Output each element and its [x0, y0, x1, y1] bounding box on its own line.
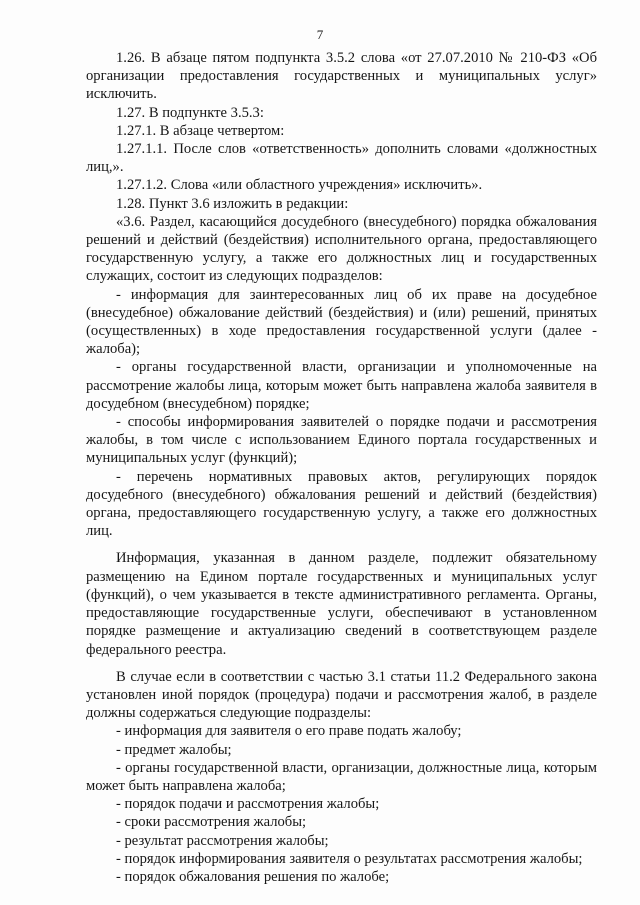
list-item: - сроки рассмотрения жалобы; [116, 814, 307, 831]
list-item: - порядок подачи и рассмотрения жалобы; [116, 796, 380, 813]
paragraph-1-27: 1.27. В подпункте 3.5.3: [116, 104, 264, 121]
list-item: - органы государственной власти, организации, должностные лица, которым может быть направлена жалоба; [86, 759, 597, 794]
paragraph-other-procedure: В случае если в соответствии с частью 3.1 статьи 11.2 Федерального закона установлен иной порядок (процедура) подачи и рассмотрения жалоб, в разделе должны содержаться следующие подразделы: [86, 668, 597, 722]
list-item: - результат рассмотрения жалобы; [116, 832, 329, 849]
document-body [86, 49, 597, 886]
page-number: 7 [316, 27, 324, 42]
paragraph-information: Информация, указанная в данном разделе, подлежит обязательному размещению на Едином портале государственных и муниципальных услуг (функций), о чем указывается в тексте административного регламента. Органы, предоставляющие государственные услуги, обеспечивают в установленном порядке размещение и актуализацию сведений в соответствующем разделе федерального реестра. [86, 550, 597, 658]
list-item: - предмет жалобы; [116, 741, 232, 758]
paragraph-1-27-1: 1.27.1. В абзаце четвертом: [116, 122, 285, 139]
paragraph-1-28: 1.28. Пункт 3.6 изложить в редакции: [116, 195, 349, 212]
list-item: - органы государственной власти, организации и уполномоченные на рассмотрение жалобы лица, которым может быть направлена жалоба заявителя в досудебном (внесудебном) порядке; [86, 359, 597, 412]
paragraph-1-27-1-2: 1.27.1.2. Слова «или областного учреждения» исключить». [116, 177, 483, 194]
paragraph-1-26: 1.26. В абзаце пятом подпункта 3.5.2 слова «от 27.07.2010 № 210-ФЗ «Об организации предоставления государственных и муниципальных услуг» исключить. [86, 50, 597, 103]
paragraph-3-6: «3.6. Раздел, касающийся досудебного (внесудебного) порядка обжалования решений и действий (бездействия) исполнительного органа, предоставляющего государственную услугу, а также его должностных лиц и государственных служащих, состоит из следующих подразделов: [86, 213, 597, 285]
paragraph-1-27-1-1: 1.27.1.1. После слов «ответственность» дополнить словами «должностных лиц,». [86, 141, 597, 176]
list-item: - перечень нормативных правовых актов, регулирующих порядок досудебного (внесудебного) обжалования решений и действий (бездействия) органа, предоставляющего государственную услугу, а также его должностных лиц. [86, 468, 597, 540]
list-item: - порядок информирования заявителя о результатах рассмотрения жалобы; [116, 850, 583, 867]
list-item: - информация для заявителя о его праве подать жалобу; [116, 723, 462, 740]
list-item: - информация для заинтересованных лиц об их праве на досудебное (внесудебное) обжалование действий (бездействия) и (или) решений, принятых (осуществленных) в ходе предоставления государственной услуги (далее - жалоба); [86, 286, 597, 358]
list-item: - способы информирования заявителей о порядке подачи и рассмотрения жалобы, в том числе с использованием Единого портала государственных и муниципальных услуг (функций); [86, 414, 597, 467]
list-item: - порядок обжалования решения по жалобе; [116, 868, 390, 885]
